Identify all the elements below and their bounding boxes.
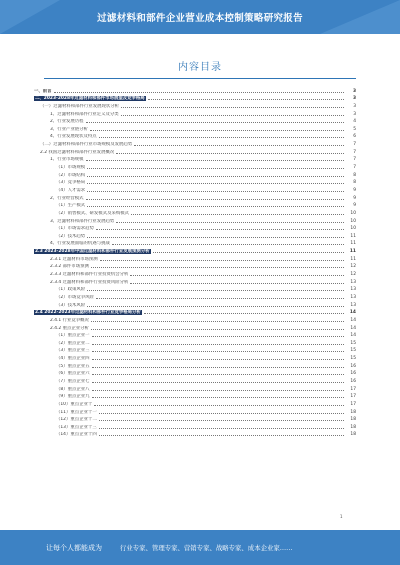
toc-entry-label: 2、行业经营模式 [50,195,84,201]
toc-leader-dots [87,176,344,177]
header-banner [0,0,400,34]
toc-leader-dots [91,267,344,268]
toc-leader-dots [131,214,344,215]
toc-entry[interactable] [34,239,356,247]
toc-leader-dots [99,435,344,436]
toc-leader-dots [112,244,344,245]
toc-entry[interactable] [34,254,356,262]
toc-entry-page: 16 [350,371,356,377]
toc-entry-label: （14）重点企业十四 [56,432,97,438]
toc-entry-label: （8）重点企业八 [56,386,90,392]
toc-entry-page: 15 [350,340,356,346]
toc-entry-label: 1、行业市场规模 [50,157,84,163]
toc-entry[interactable] [34,308,356,316]
toc-entry-label: （4）重点企业四 [56,356,90,362]
toc-leader-dots [96,229,344,230]
toc-entry-label: （二）过滤材料和部件行业市场规模及发展趋势 [40,142,133,148]
toc-entry-label: 4、行业发展现状及特点 [50,134,97,140]
toc-entry[interactable] [34,331,356,339]
toc-entry-page: 18 [350,417,356,423]
toc-leader-dots [92,390,344,391]
toc-entry-page: 10 [350,218,356,224]
toc-entry-label: 1、过滤材料和部件行业定义及分类 [50,111,119,117]
toc-entry[interactable] [34,415,356,423]
toc-entry-label: （一）过滤材料和部件行业发展现状分析 [40,103,120,109]
toc-entry-label: （13）重点企业十三 [56,424,97,430]
toc-entry-label: （3）技术风险 [56,302,86,308]
toc-entry[interactable] [34,353,356,361]
toc-entry-label: （2）技术趋势 [56,233,86,239]
toc-leader-dots [87,206,344,207]
toc-entry-page: 12 [350,264,356,270]
toc-leader-dots [86,160,344,161]
toc-entry-label: 2.2 我国过滤材料和部件行业发展概况 [40,149,115,155]
toc-entry-page: 9 [353,203,356,209]
toc-entry-page: 14 [350,333,356,339]
toc-entry-label: （1）市场需求趋势 [56,226,94,232]
toc-leader-dots [92,351,344,352]
toc-entry-page: 7 [353,157,356,163]
toc-entry-label: （7）重点企业七 [56,378,90,384]
footer-banner [0,530,400,565]
toc-entry[interactable] [34,285,356,293]
toc-entry-page: 11 [349,249,356,255]
toc-entry[interactable] [34,132,356,140]
toc-entry-page: 9 [353,187,356,193]
toc-entry-label: 4、行业发展面临的机遇与挑战 [50,241,110,247]
toc-entry-page: 9 [353,195,356,201]
toc-entry-label: （2）市场竞争风险 [56,294,94,300]
footer-slogan: 让每个人都能成为 [46,543,102,552]
toc-entry-page: 18 [350,409,356,415]
toc-entry-page: 3 [353,111,356,117]
toc-entry-page: 5 [353,126,356,132]
toc-leader-dots [134,145,344,146]
toc-entry[interactable] [34,399,356,407]
toc-entry[interactable] [34,338,356,346]
toc-entry[interactable] [34,346,356,354]
toc-entry[interactable] [34,117,356,125]
toc-entry-page: 12 [350,272,356,278]
toc-entry[interactable] [34,185,356,193]
toc-entry-label: （5）重点企业五 [56,363,90,369]
toc-entry-page: 14 [350,325,356,331]
page-number: 1 [340,514,343,519]
toc-heading: 内容目录 [178,62,222,73]
toc-entry[interactable] [34,224,356,232]
toc-leader-dots [100,260,344,261]
toc-leader-dots [148,99,344,100]
toc-entry-page: 7 [353,149,356,155]
toc-entry-label: （9）重点企业九 [56,394,90,400]
toc-entry[interactable] [34,139,356,147]
toc-entry-label: 2.4 2022-2023年过滤材料和部件行业竞争格局分析 [35,310,141,316]
toc-entry[interactable] [34,376,356,384]
toc-leader-dots [121,107,344,108]
toc-leader-dots [87,183,344,184]
toc-entry[interactable] [34,147,356,155]
toc-entry-label: 3、过滤材料和部件行业发展趋势 [50,218,115,224]
toc-entry-label: （1）政策风险 [56,287,86,293]
toc-leader-dots [144,313,344,314]
toc-entry[interactable] [34,155,356,163]
toc-entry[interactable] [34,94,356,102]
toc-entry[interactable] [34,162,356,170]
toc-entry-label: （4）人才需求 [56,187,86,193]
toc-entry-label: （3）竞争格局 [56,180,86,186]
toc-entry[interactable] [34,300,356,308]
toc-leader-dots [99,413,344,414]
toc-entry[interactable] [34,392,356,400]
toc-leader-dots [99,428,344,429]
toc-entry-label: （2）市场结构 [56,172,86,178]
toc-entry-label: （1）生产模式 [56,203,86,209]
toc-leader-dots [87,306,344,307]
toc-leader-dots [92,374,344,375]
toc-leader-dots [116,153,344,154]
toc-entry[interactable] [34,277,356,285]
toc-entry-label: 2.3.2 部件市场预测 [50,264,89,270]
toc-entry-page: 17 [350,386,356,392]
toc-entry[interactable] [34,430,356,438]
toc-entry-page: 4 [353,119,356,125]
toc-leader-dots [54,92,344,93]
toc-entry-page: 16 [350,363,356,369]
toc-leader-dots [87,290,344,291]
toc-entry-label: 2、行业发展历程 [50,119,84,125]
toc-entry-page: 15 [350,348,356,354]
toc-leader-dots [92,397,344,398]
toc-entry-page: 15 [350,356,356,362]
toc-entry-page: 11 [350,233,356,239]
toc-entry-label: 2.3.1 过滤材料市场预测 [50,256,98,262]
toc-entry[interactable] [34,178,356,186]
toc-leader-dots [92,382,344,383]
toc-entry-page: 8 [353,180,356,186]
toc-entry[interactable] [34,201,356,209]
toc-entry-label: 2.3.3 过滤材料和部件行业投资机会分析 [50,272,129,278]
toc-entry-page: 7 [353,165,356,171]
toc-leader-dots [92,367,344,368]
toc-entry-label: 2.4.1 行业竞争概况 [50,317,89,323]
toc-leader-dots [130,283,344,284]
toc-leader-dots [90,130,344,131]
toc-entry[interactable] [34,384,356,392]
toc-entry-page: 13 [350,294,356,300]
toc-leader-dots [99,420,344,421]
toc-entry-label: （2）重点企业二 [56,340,90,346]
toc-entry[interactable] [34,422,356,430]
report-title: 过滤材料和部件企业营业成本控制策略研究报告 [97,13,303,24]
toc-entry-label: 2.4.2 重点企业分析 [50,325,89,331]
toc-entry[interactable] [34,208,356,216]
toc-entry-page: 13 [350,287,356,293]
toc-entry-page: 18 [350,432,356,438]
toc-entry[interactable] [34,269,356,277]
toc-entry-label: 2.3 2023-2028年中国过滤材料和部件行业发展预测分析 [35,249,150,255]
toc-entry[interactable] [34,216,356,224]
toc-leader-dots [121,115,344,116]
toc-entry[interactable] [34,124,356,132]
toc-entry[interactable] [34,170,356,178]
banner-decoration-left [0,0,60,34]
toc-entry-label: （12）重点企业十二 [56,417,97,423]
toc-entry[interactable] [34,361,356,369]
toc-entry[interactable] [34,323,356,331]
toc-entry-label: （11）重点企业十一 [56,409,97,415]
toc-entry-label: （1）重点企业一 [56,333,90,339]
toc-leader-dots [87,191,344,192]
footer-expert-list: 行业专家、管理专家、营销专家、战略专家、成本企业家…… [120,544,293,552]
toc-divider [44,78,356,79]
toc-leader-dots [99,137,344,138]
toc-entry-page: 11 [350,256,356,262]
toc-entry-page: 17 [350,401,356,407]
toc-entry-label: 二、2023-2028年过滤材料和部件市场展望及竞争格局 [35,96,145,102]
toc-entry-label: （1）市场规模 [56,165,86,171]
toc-leader-dots [96,298,344,299]
toc-entry-page: 11 [350,241,356,247]
toc-leader-dots [91,329,344,330]
toc-entry-page: 14 [349,310,356,316]
banner-decoration-right [320,0,400,34]
toc-leader-dots [94,405,344,406]
toc-entry[interactable] [34,101,356,109]
toc-entry-page: 13 [350,279,356,285]
toc-leader-dots [86,122,344,123]
toc-leader-dots [92,344,344,345]
toc-entry-page: 13 [350,302,356,308]
toc-entry[interactable] [34,407,356,415]
toc-entry-label: 一、前言 [34,88,52,94]
toc-entry-label: 3、行业产业链分析 [50,126,88,132]
toc-leader-dots [92,336,344,337]
toc-entry-label: （6）重点企业六 [56,371,90,377]
toc-leader-dots [87,237,344,238]
toc-entry[interactable] [34,193,356,201]
toc-leader-dots [86,199,344,200]
toc-entry-page: 16 [350,378,356,384]
toc-entry-page: 10 [350,210,356,216]
toc-entry[interactable] [34,369,356,377]
toc-entry[interactable] [34,86,356,94]
toc-leader-dots [153,252,344,253]
toc-entry-page: 8 [353,172,356,178]
toc-entry-page: 17 [350,394,356,400]
toc-entry[interactable] [34,315,356,323]
toc-entry-page: 10 [350,226,356,232]
toc-entry-label: 2.3.4 过滤材料和部件行业投资风险分析 [50,279,129,285]
toc-entry-page: 3 [352,88,356,94]
toc-entry-page: 3 [352,96,356,102]
toc-entry[interactable] [34,292,356,300]
toc-entry[interactable] [34,109,356,117]
toc-entry-page: 18 [350,424,356,430]
toc-entry-label: （3）重点企业三 [56,348,90,354]
toc-entry-page: 6 [353,134,356,140]
toc-entry[interactable] [34,246,356,254]
toc-leader-dots [92,359,344,360]
toc-entry-page: 14 [350,317,356,323]
toc-entry-label: （2）销售模式、研发模式及采购模式 [56,210,130,216]
toc-entry-page: 3 [353,103,356,109]
toc-leader-dots [130,275,344,276]
toc-entry[interactable] [34,262,356,270]
table-of-contents [34,86,356,437]
toc-leader-dots [91,321,344,322]
toc-entry-label: （10）重点企业十 [56,401,93,407]
toc-leader-dots [116,222,344,223]
toc-leader-dots [87,168,344,169]
toc-entry-page: 7 [353,142,356,148]
toc-entry[interactable] [34,231,356,239]
